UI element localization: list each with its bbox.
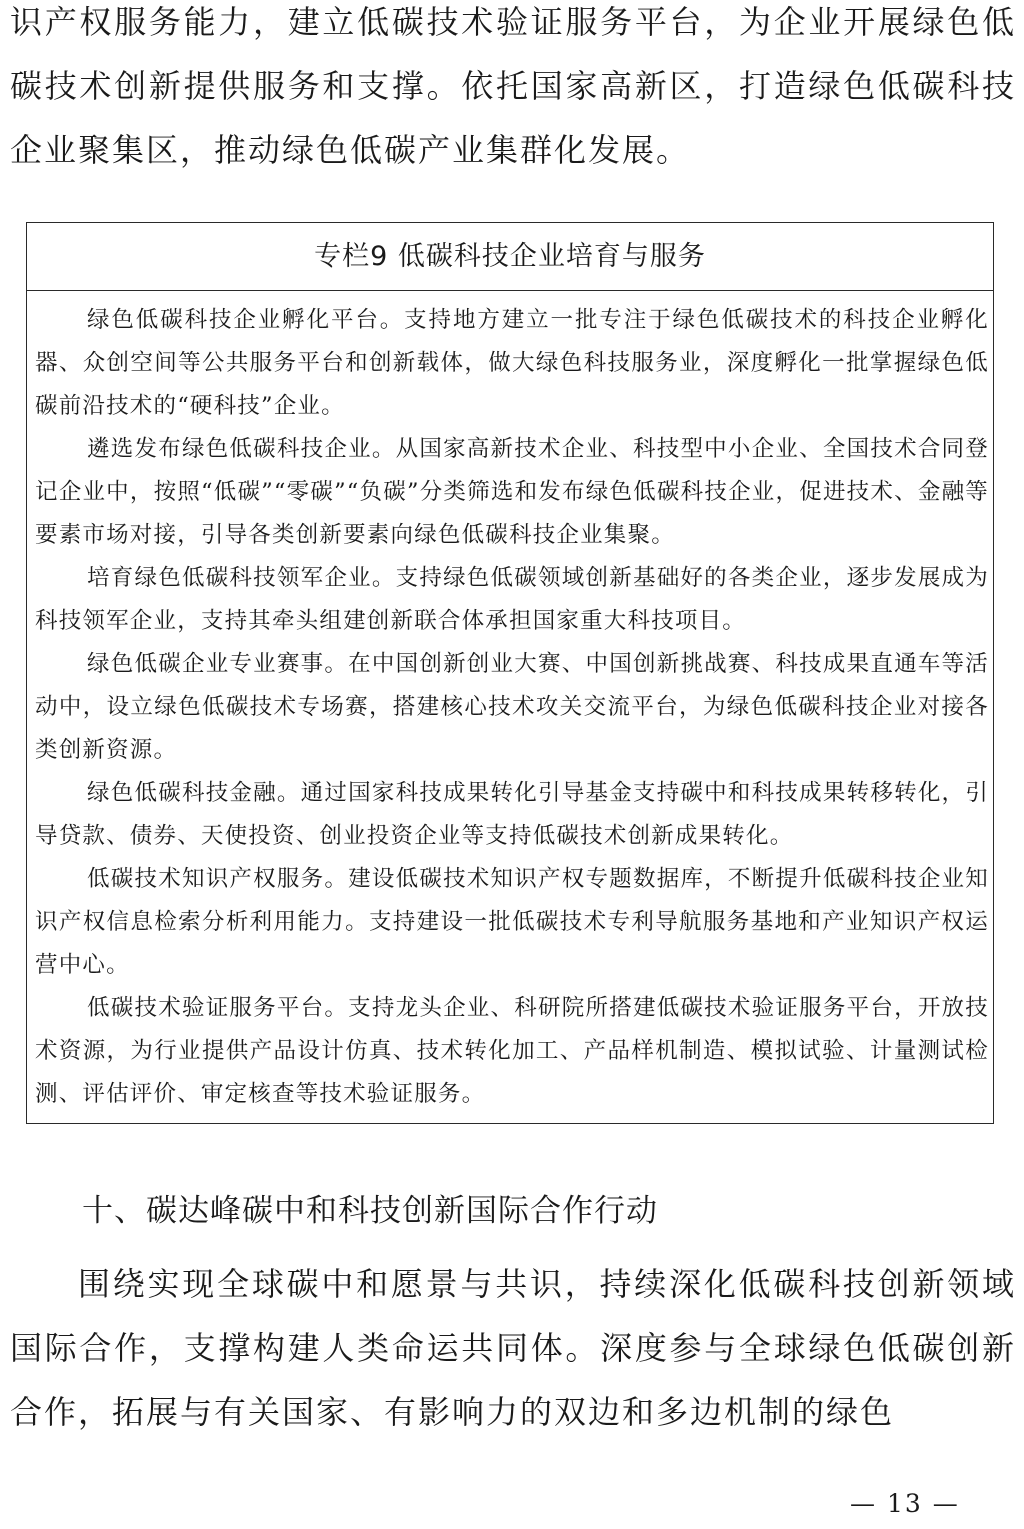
box-item: 低碳技术验证服务平台。支持龙头企业、科研院所搭建低碳技术验证服务平台，开放技术资源，为行业提供产品设计仿真、技术转化加工、产品样机制造、模拟试验、计量测试检测、评估评价、审定核查等技术验证服务。 xyxy=(35,995,989,1107)
box-item: 遴选发布绿色低碳科技企业。从国家高新技术企业、科技型中小企业、全国技术合同登记企业中，按照“低碳”“零碳”“负碳”分类筛选和发布绿色低碳科技企业，促进技术、金融等要素市场对接，引导各类创新要素向绿色低碳科技企业集聚。 xyxy=(35,436,989,548)
feature-box xyxy=(26,222,994,1124)
box-item: 绿色低碳科技金融。通过国家科技成果转化引导基金支持碳中和科技成果转移转化，引导贷款、债券、天使投资、创业投资企业等支持低碳技术创新成果转化。 xyxy=(35,780,989,849)
section-heading: 十、碳达峰碳中和科技创新国际合作行动 xyxy=(82,1193,658,1229)
section-paragraph: 围绕实现全球碳中和愿景与共识，持续深化低碳科技创新领域国际合作，支撑构建人类命运共同体。深度参与全球绿色低碳创新合作，拓展与有关国家、有影响力的双边和多边机制的绿色 xyxy=(10,1265,1016,1431)
box-title: 专栏9 低碳科技企业培育与服务 xyxy=(27,223,993,291)
page-number: — 13 — xyxy=(850,1489,960,1518)
box-item: 培育绿色低碳科技领军企业。支持绿色低碳领域创新基础好的各类企业，逐步发展成为科技领军企业，支持其牵头组建创新联合体承担国家重大科技项目。 xyxy=(35,565,989,634)
box-body xyxy=(27,291,993,1116)
box-item: 低碳技术知识产权服务。建设低碳技术知识产权专题数据库，不断提升低碳科技企业知识产权信息检索分析利用能力。支持建设一批低碳技术专利导航服务基地和产业知识产权运营中心。 xyxy=(35,866,989,978)
box-item: 绿色低碳科技企业孵化平台。支持地方建立一批专注于绿色低碳技术的科技企业孵化器、众创空间等公共服务平台和创新载体，做大绿色科技服务业，深度孵化一批掌握绿色低碳前沿技术的“硬科技”企业。 xyxy=(35,307,989,419)
intro-paragraph: 识产权服务能力，建立低碳技术验证服务平台，为企业开展绿色低碳技术创新提供服务和支撑。依托国家高新区，打造绿色低碳科技企业聚集区，推动绿色低碳产业集群化发展。 xyxy=(10,3,1016,169)
box-item: 绿色低碳企业专业赛事。在中国创新创业大赛、中国创新挑战赛、科技成果直通车等活动中，设立绿色低碳技术专场赛，搭建核心技术攻关交流平台，为绿色低碳科技企业对接各类创新资源。 xyxy=(35,651,989,763)
